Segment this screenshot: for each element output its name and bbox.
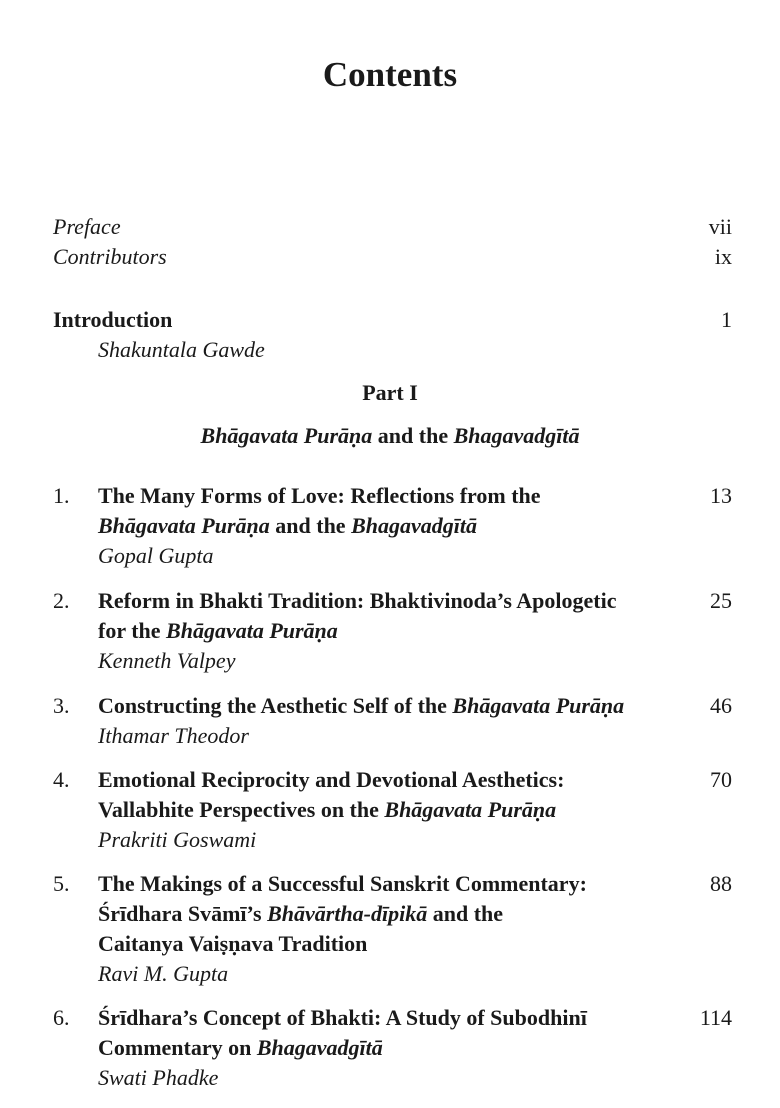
chapter-title-italic: Bhāgavata Purāṇa — [384, 797, 557, 822]
part-subtitle-connector: and the — [372, 423, 454, 448]
chapter-title-italic: Bhagavadgītā — [256, 1035, 383, 1060]
chapter-author: Gopal Gupta — [98, 543, 214, 568]
chapter-page-number: 114 — [699, 1005, 732, 1030]
entry-label: Preface — [53, 214, 121, 239]
chapter-title-text: Śrīdhara Svāmī’s — [98, 901, 268, 926]
chapter-number: 4. — [53, 767, 70, 792]
chapter-page-number: 46 — [710, 693, 732, 718]
chapter-title-italic: Bhāgavata Purāṇa — [166, 618, 338, 643]
entry-page-number: 1 — [721, 307, 732, 332]
chapter-title-text: Śrīdhara’s Concept of Bhakti: A Study of Subodhinī — [98, 1005, 587, 1030]
chapter-title-text: Reform in Bhakti Tradition: Bhaktivinoda’s Apologetic — [98, 588, 617, 613]
chapter-title — [98, 481, 698, 541]
chapter-title-text: The Makings of a Successful Sanskrit Commentary: — [98, 871, 587, 896]
chapter-page-number: 70 — [710, 767, 732, 792]
chapter-number: 6. — [53, 1005, 70, 1030]
chapter-number: 1. — [53, 483, 70, 508]
chapter-author: Kenneth Valpey — [98, 648, 236, 673]
chapter-number: 2. — [53, 588, 70, 613]
chapter-title-text: Vallabhite Perspectives on the — [98, 797, 385, 822]
chapter-title — [98, 691, 698, 721]
chapter-author: Ithamar Theodor — [98, 723, 249, 748]
part-heading: Part I — [362, 380, 418, 405]
entry-label: Introduction — [53, 307, 173, 332]
chapter-title-text: Commentary on — [98, 1035, 257, 1060]
chapter-title-italic: Bhāgavata Purāṇa — [98, 513, 270, 538]
chapter-page-number: 88 — [710, 871, 732, 896]
entry-author: Shakuntala Gawde — [98, 337, 265, 362]
chapter-title — [98, 765, 698, 825]
chapter-title-italic: Bhāgavata Purāṇa — [452, 693, 625, 718]
page-title: Contents — [322, 55, 458, 94]
chapter-title-text: Emotional Reciprocity and Devotional Aesthetics: — [98, 767, 565, 792]
chapter-author: Swati Phadke — [98, 1065, 219, 1090]
entry-page-number: vii — [708, 214, 732, 239]
part-subtitle-title-1: Bhāgavata Purāṇa — [200, 423, 373, 448]
chapter-number: 3. — [53, 693, 70, 718]
chapter-title-text: for the — [98, 618, 167, 643]
entry-page-number: ix — [714, 244, 732, 269]
chapter-title-text: Constructing the Aesthetic Self of the — [98, 693, 453, 718]
chapter-title-italic: Bhāvārtha-dīpikā — [267, 901, 428, 926]
chapter-title — [98, 586, 698, 646]
chapter-author: Ravi M. Gupta — [98, 961, 229, 986]
chapter-title — [98, 1003, 698, 1063]
chapter-title-text: The Many Forms of Love: Reflections from the — [98, 483, 541, 508]
chapter-title-text: Caitanya Vaiṣṇava Tradition — [98, 931, 368, 956]
chapter-title-text: and the — [269, 513, 352, 538]
part-subtitle — [0, 423, 780, 449]
entry-label: Contributors — [53, 244, 167, 269]
part-subtitle-title-2: Bhagavadgītā — [453, 423, 580, 448]
chapter-author: Prakriti Goswami — [98, 827, 257, 852]
chapter-page-number: 25 — [710, 588, 732, 613]
chapter-title — [98, 869, 698, 959]
chapter-number: 5. — [53, 871, 70, 896]
chapter-page-number: 13 — [710, 483, 732, 508]
chapter-title-italic: Bhagavadgītā — [351, 513, 477, 538]
chapter-title-text: and the — [427, 901, 504, 926]
